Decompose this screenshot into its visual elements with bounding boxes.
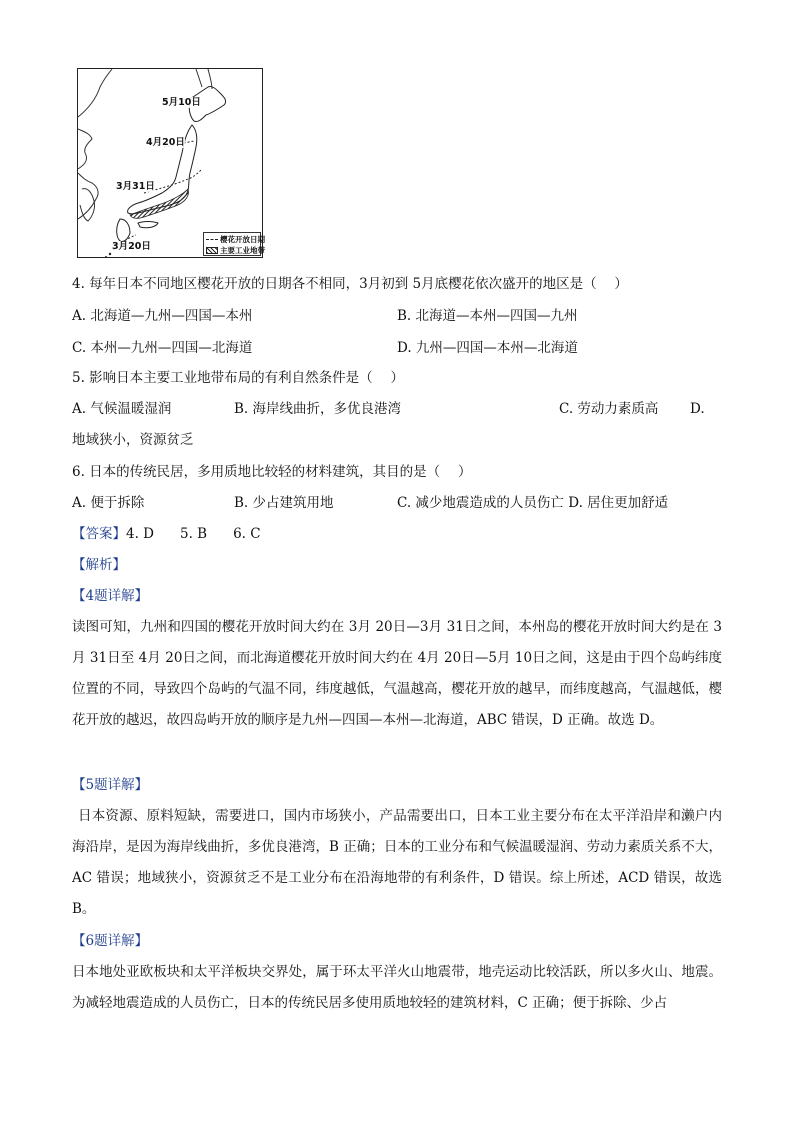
asia-coastline	[78, 69, 112, 219]
section-4-head: 【4题详解】	[72, 588, 149, 604]
question-4-option-b: B. 北海道—本州—四国—九州	[397, 308, 578, 324]
section-6-head: 【6题详解】	[72, 933, 149, 949]
japan-map-figure	[77, 68, 263, 258]
answer-item-6: 6. C	[233, 526, 261, 542]
question-5-option-c: C. 劳动力素质高	[559, 401, 659, 417]
shikoku-outline	[138, 222, 158, 228]
section-6-text: 日本地处亚欧板块和太平洋板块交界处，属于环太平洋火山地震带，地壳运动比较活跃，所以多火山、地震。为减轻地震造成的人员伤亡，日本的传统民居多使用质地较轻的建筑材料，C 正确；便于拆除、少占	[72, 964, 722, 1011]
section-5-text: 日本资源、原料短缺，需要进口，国内市场狭小，产品需要出口，日本工业主要分布在太平洋沿岸和濑户内海沿岸，是因为海岸线曲折，多优良港湾，B 正确；日本的工业分布和气候温暖湿润、劳动力素质关系不大，AC 错误；地域狭小，资源贫乏不是工业分布在沿海地带的有利条件，D 错误。综上所述，ACD 错误，故选 B。	[72, 808, 722, 917]
map-label-mar31: 3月31日	[116, 181, 155, 192]
answer-line	[72, 524, 261, 544]
map-label-apr20: 4月20日	[146, 137, 185, 148]
question-4-option-a: A. 北海道—九州—四国—本州	[72, 308, 253, 324]
analysis-head: 【解析】	[72, 557, 126, 573]
section-4-text: 读图可知，九州和四国的樱花开放时间大约在 3月 20日—3月 31日之间，本州岛的樱花开放时间大约是在 3月 31日至 4月 20日之间，而北海道樱花开放时间大约在 4月 20日—5月 10日之间，这是由于四个岛屿纬度位置的不同，导致四个岛屿的气温不同，纬度越低，气温越高，樱花开放的越早，而纬度越高，气温越低，樱花开放的越迟，故四岛屿开放的顺序是九州—四国—本州—北海道，ABC 错误，D 正确。故选 D。	[72, 619, 722, 728]
question-5-option-a: A. 气候温暖湿润	[72, 401, 172, 417]
question-4-option-d: D. 九州—四国—本州—北海道	[397, 340, 578, 356]
question-4-option-c: C. 本州—九州—四国—北海道	[72, 340, 253, 356]
map-label-may10: 5月10日	[162, 97, 201, 108]
question-5-option-b: B. 海岸线曲折，多优良港湾	[234, 401, 402, 417]
question-5-option-d-text: 地域狭小，资源贫乏	[72, 432, 194, 448]
answer-item-4: 4. D	[126, 526, 154, 542]
question-6-option-a: A. 便于拆除	[72, 495, 145, 511]
question-4-stem: 4. 每年日本不同地区樱花开放的日期各不相同，3月初到 5月底樱花依次盛开的地区是（ ）	[72, 276, 628, 292]
question-6-stem: 6. 日本的传统民居，多用质地比较轻的材料建筑，其目的是（ ）	[72, 464, 472, 480]
question-5-option-d: D.	[690, 401, 705, 417]
legend-industrial	[206, 245, 265, 255]
map-legend	[203, 232, 265, 256]
question-5-stem: 5. 影响日本主要工业地带布局的有利自然条件是（ ）	[72, 370, 404, 386]
map-label-mar20: 3月20日	[112, 241, 151, 252]
legend-sakura	[206, 234, 265, 244]
island-dot	[105, 256, 107, 258]
answer-item-5: 5. B	[180, 526, 208, 542]
answer-head: 【答案】	[72, 526, 126, 542]
legend-sakura-label: 樱花开放日期	[220, 234, 265, 244]
island-dot	[109, 253, 111, 255]
legend-industrial-label: 主要工业地带	[220, 245, 265, 255]
question-6-option-b: B. 少占建筑用地	[234, 495, 334, 511]
dashed-line-icon	[206, 239, 218, 240]
hatch-swatch-icon	[206, 247, 218, 254]
question-6-option-cd: C. 减少地震造成的人员伤亡 D. 居住更加舒适	[397, 495, 669, 511]
sakhalin-outline	[196, 69, 212, 89]
section-5-head: 【5题详解】	[72, 777, 149, 793]
